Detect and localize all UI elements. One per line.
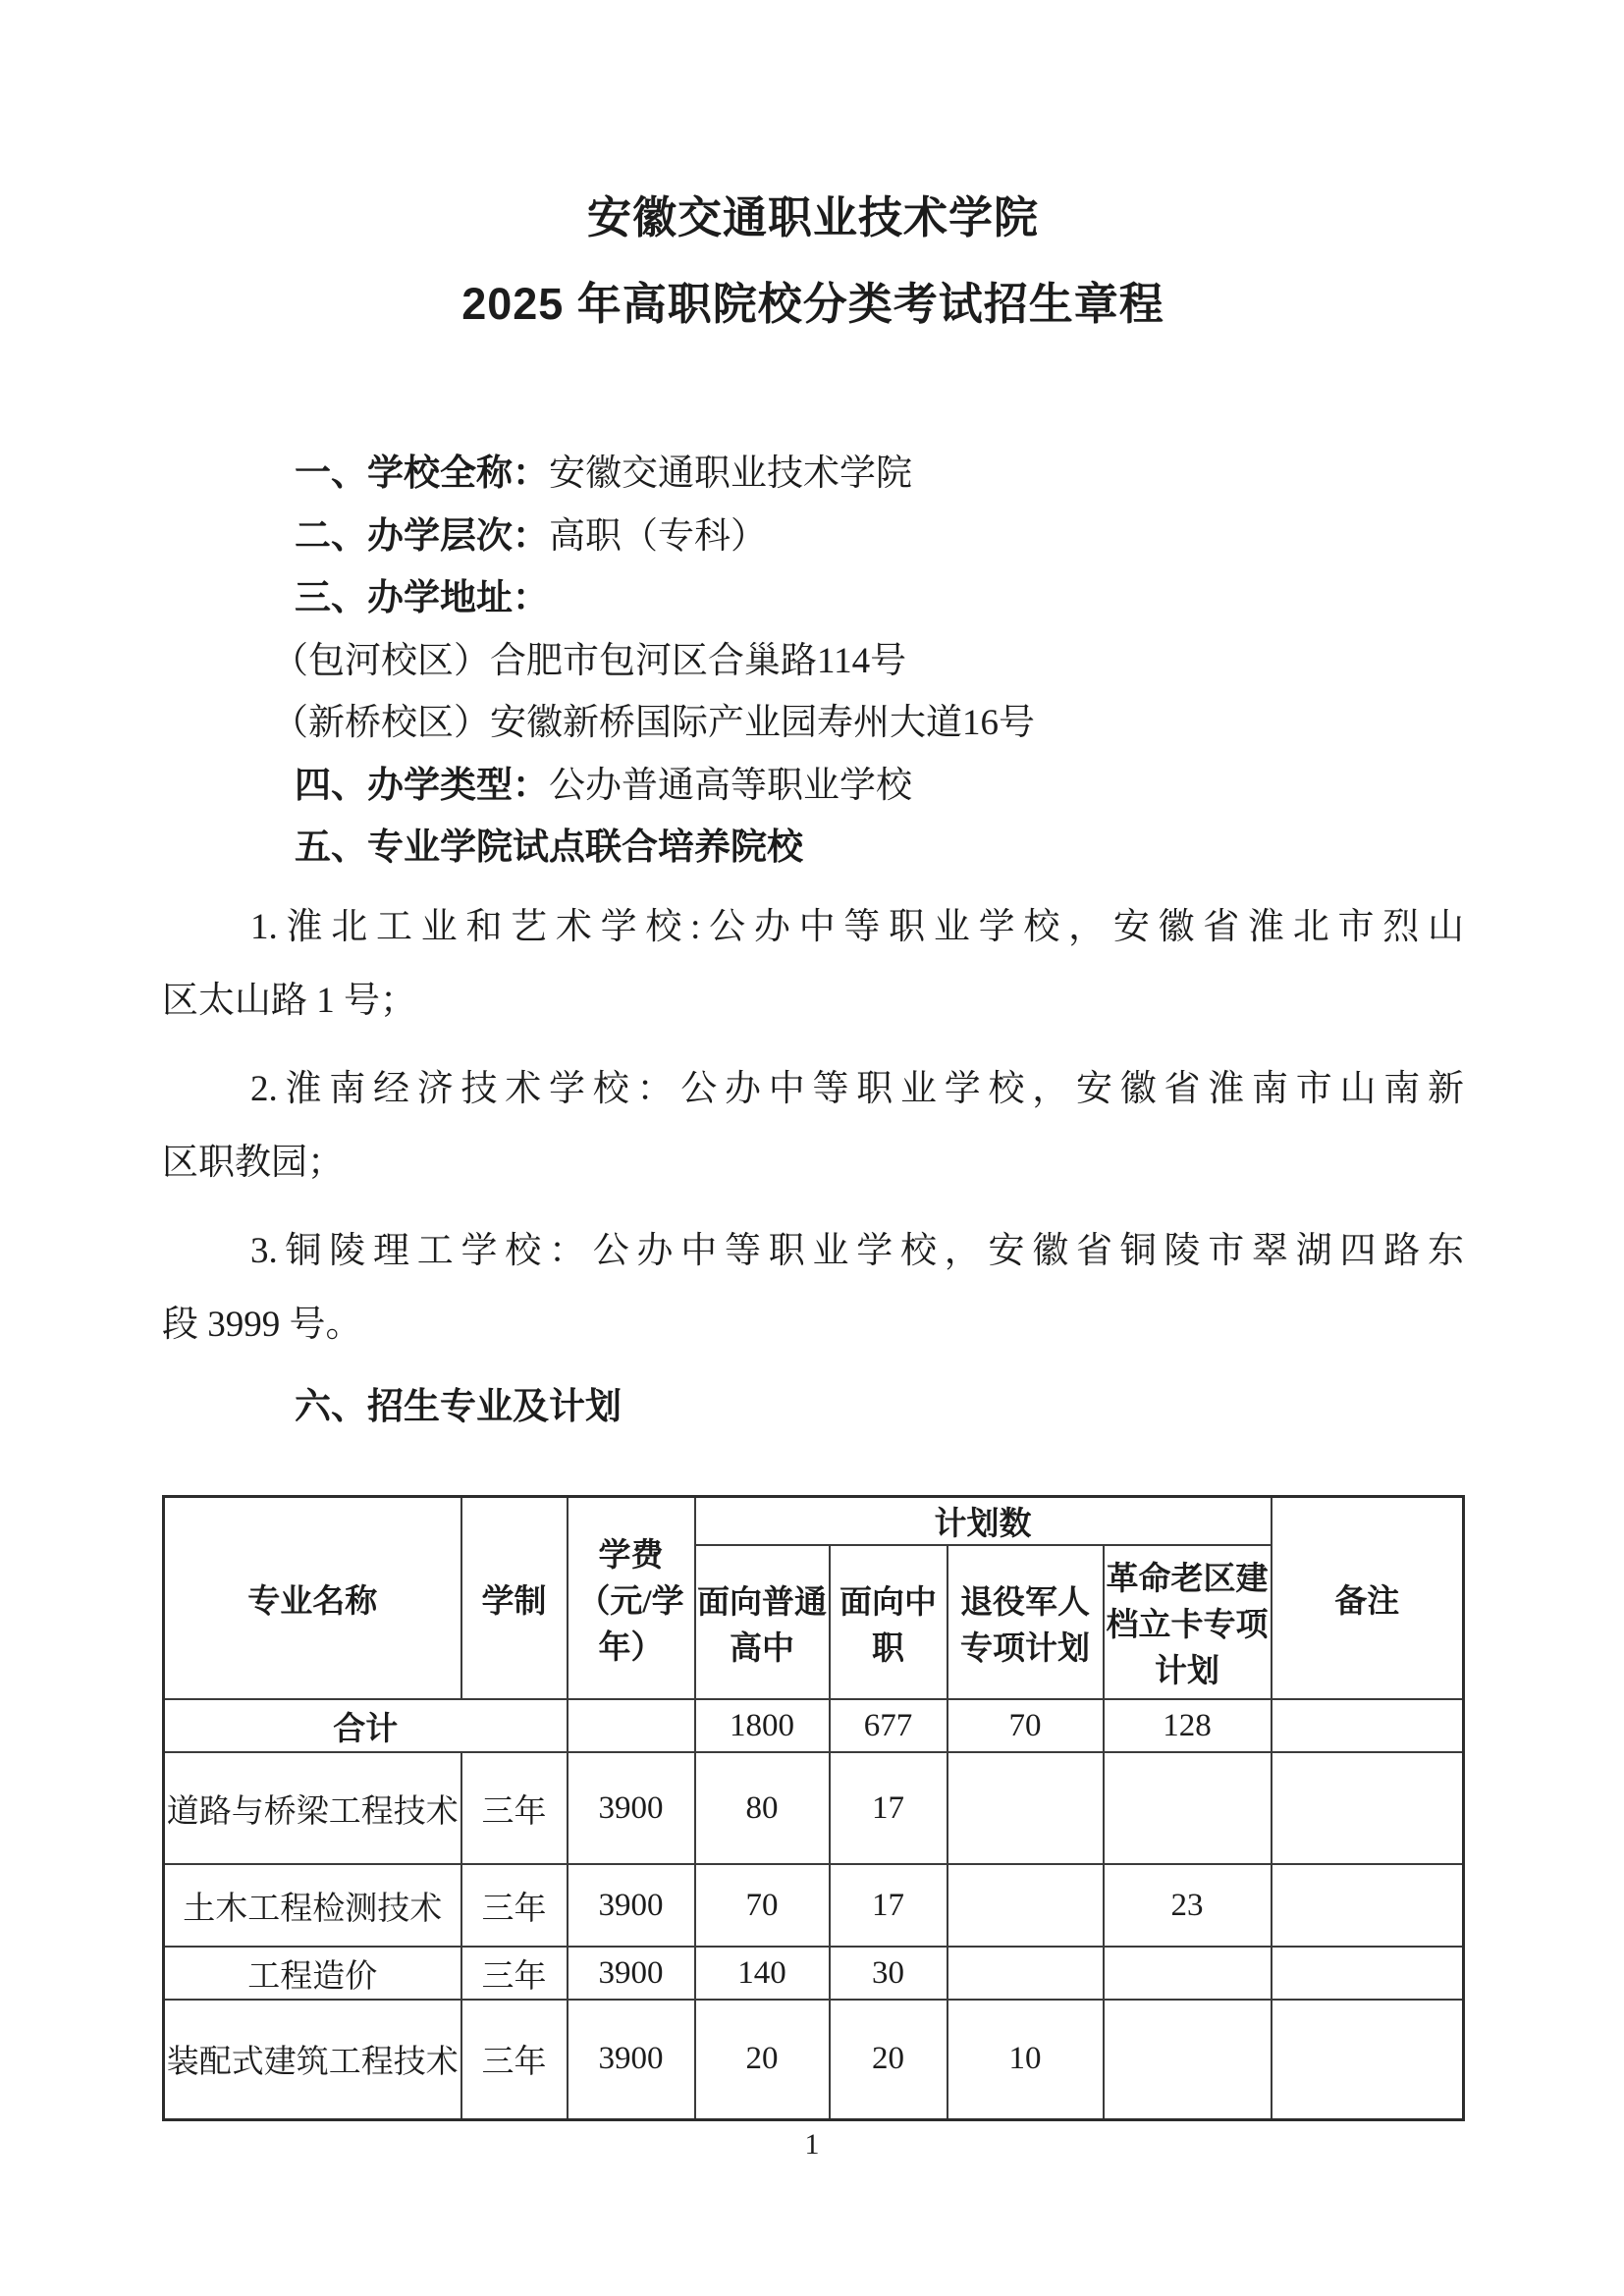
partner-paragraph-huaibei [162,890,1464,1038]
header-duration: 学制 [461,1497,568,1700]
header-plan-secondary-voc: 面向中职 [830,1545,947,1699]
cell-duration: 三年 [461,1947,568,2000]
cell-secondary-voc: 20 [830,2000,947,2119]
cell-tuition: 3900 [568,1947,695,2000]
cell-duration: 三年 [461,1864,568,1947]
cell-regular-hs: 20 [695,2000,830,2119]
document-title-line2: 2025 年高职院校分类考试招生章程 [461,279,1164,329]
cell-tuition: 3900 [568,1752,695,1864]
header-plan-veterans: 退役军人专项计划 [947,1545,1104,1699]
section-heading-education-level [162,506,1464,568]
total-old-area: 128 [1104,1699,1272,1752]
address-line-xinqiao: （新桥校区）安徽新桥国际产业园寿州大道16号 [272,703,1035,743]
table-total-row [164,1699,1464,1752]
cell-secondary-voc: 17 [830,1864,947,1947]
cell-major: 装配式建筑工程技术 [164,2000,461,2119]
cell-old-area [1104,1947,1272,2000]
paragraph-line: 3.铜陵理工学校：公办中等职业学校，安徽省铜陵市翠湖四路东 [250,1230,1464,1271]
section-heading-school-name [162,443,1464,506]
header-remarks: 备注 [1272,1497,1464,1700]
total-label: 合计 [164,1699,568,1752]
cell-major: 工程造价 [164,1947,461,2000]
cell-old-area [1104,1752,1272,1864]
cell-old-area [1104,2000,1272,2119]
document-title-line1: 安徽交通职业技术学院 [586,192,1039,242]
total-tuition [568,1699,695,1752]
section-label: 三、办学地址： [295,578,549,618]
cell-regular-hs: 80 [695,1752,830,1864]
table-row [164,1864,1464,1947]
section-heading-address [162,567,1464,630]
section-value: 公办普通高等职业学校 [549,765,912,806]
cell-tuition: 3900 [568,2000,695,2119]
section-heading-joint-training [162,817,1464,880]
cell-veterans [947,1752,1104,1864]
paragraph-line: 区职教园； [162,1142,344,1183]
section-label: 一、学校全称： [295,454,549,494]
section-heading-enrollment-plan [162,1376,1464,1439]
paragraph-line: 区太山路 1 号； [162,980,416,1021]
document-content [162,0,1464,2121]
cell-tuition: 3900 [568,1864,695,1947]
document-body [162,443,1464,2121]
cell-old-area: 23 [1104,1864,1272,1947]
partner-paragraph-huainan [162,1052,1464,1200]
paragraph-line: 2.淮南经济技术学校：公办中等职业学校，安徽省淮南市山南新 [250,1068,1464,1109]
table-header-row-1 [164,1497,1464,1546]
cell-secondary-voc: 30 [830,1947,947,2000]
header-plan-group: 计划数 [695,1497,1272,1546]
cell-remarks [1272,1864,1464,1947]
total-veterans: 70 [947,1699,1104,1752]
cell-major: 土木工程检测技术 [164,1864,461,1947]
cell-remarks [1272,1752,1464,1864]
table-row [164,1947,1464,2000]
paragraph-line: 1.淮北工业和艺术学校:公办中等职业学校，安徽省淮北市烈山 [250,906,1464,947]
cell-veterans [947,1947,1104,2000]
section-value: 安徽交通职业技术学院 [549,454,912,494]
cell-veterans [947,1864,1104,1947]
section-value: 高职（专科） [549,515,767,557]
header-plan-old-area: 革命老区建档立卡专项计划 [1104,1545,1272,1699]
cell-remarks [1272,1947,1464,2000]
table-row [164,1752,1464,1864]
total-secondary-voc: 677 [830,1699,947,1752]
header-plan-regular-hs: 面向普通高中 [695,1545,830,1699]
total-remarks [1272,1699,1464,1752]
cell-duration: 三年 [461,1752,568,1864]
address-line-baohe: （包河校区）合肥市包河区合巢路114号 [272,640,907,681]
cell-regular-hs: 70 [695,1864,830,1947]
table-row [164,2000,1464,2119]
partner-paragraph-tongling [162,1214,1464,1362]
cell-major: 道路与桥梁工程技术 [164,1752,461,1864]
section-label: 四、办学类型： [295,765,549,806]
enrollment-plan-table [162,1495,1465,2121]
header-major: 专业名称 [164,1497,461,1700]
page-number: 1 [804,2128,820,2161]
cell-secondary-voc: 17 [830,1752,947,1864]
cell-veterans: 10 [947,2000,1104,2119]
cell-regular-hs: 140 [695,1947,830,2000]
header-tuition: 学费（元/学年） [568,1497,695,1700]
total-regular-hs: 1800 [695,1699,830,1752]
section-label: 五、专业学院试点联合培养院校 [295,828,803,868]
cell-remarks [1272,2000,1464,2119]
cell-duration: 三年 [461,2000,568,2119]
section-heading-school-type [162,755,1464,818]
paragraph-line: 段 3999 号。 [162,1304,362,1345]
section-label: 二、办学层次： [295,515,549,557]
section-label: 六、招生专业及计划 [295,1386,622,1427]
